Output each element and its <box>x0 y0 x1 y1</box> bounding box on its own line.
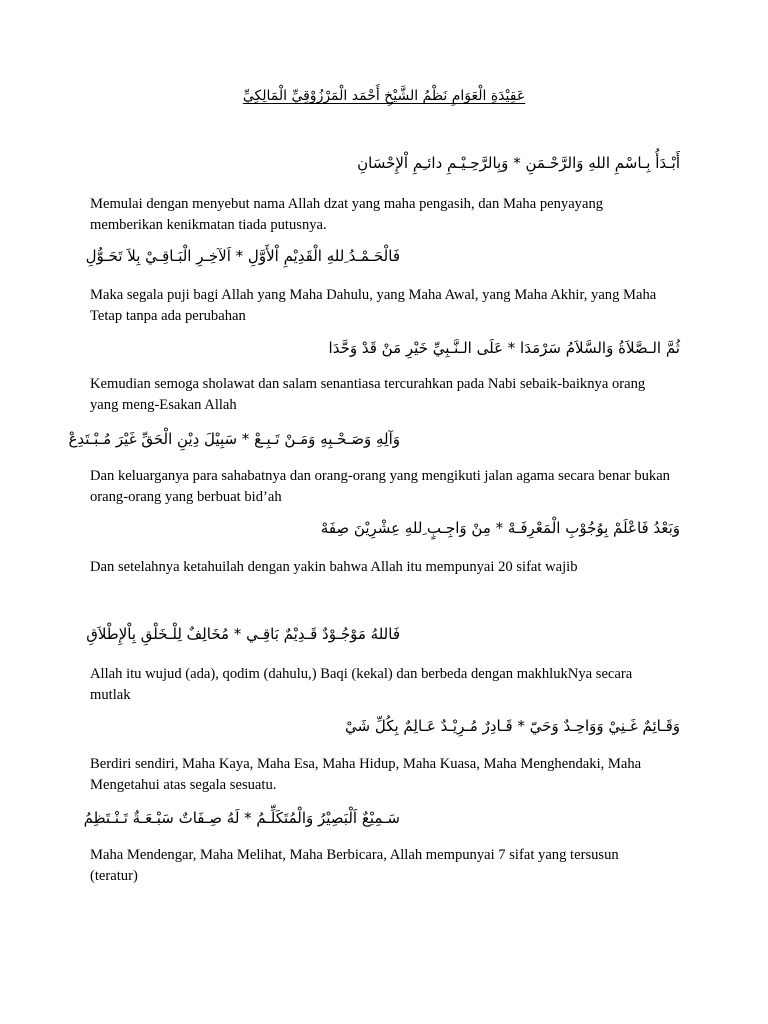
translation-7: Berdiri sendiri, Maha Kaya, Maha Esa, Maha Hidup, Maha Kuasa, Maha Menghendaki, Maha Mengetahui atas segala sesuatu. <box>90 756 642 793</box>
arabic-verse-4: وَآلِهِ وَصَـحْـبِهِ وَمَـنْ تَـبِـعْ * سَبِيْلَ دِيْنِ الْحَقِّ غَيْرَ مُـبْـتَدِعْ <box>68 430 400 448</box>
translation-2: Maka segala puji bagi Allah yang Maha Dahulu, yang Maha Awal, yang Maha Akhir, yang Maha Tetap tanpa ada perubahan <box>90 287 657 324</box>
arabic-verse-3: ثُمَّ الـصَّلاَةُ وَالسَّلاَمُ سَرْمَدَا * عَلَى الـنَّـبِيِّ خَيْرِ مَنْ قَدْ وَحَّدَا <box>328 339 680 357</box>
arabic-verse-8: سَـمِيْعٌ اَلْبَصِيْرُ وَالْمُتَكَلِّـمُ * لَهُ صِـفَاتٌ سَبْـعَـةٌ تَـنْـتَظِمُ <box>83 809 400 827</box>
arabic-verse-1: أَبْـدَأُ بِـاسْمِ اللهِ وَالرَّحْـمَنِ * وَبِالرَّحِـيْـمِ دائـِمِ اْلإِحْسَانِ <box>357 154 680 172</box>
translation-4: Dan keluarganya para sahabatnya dan orang-orang yang mengikuti jalan agama secara benar bukan orang-orang yang berbuat bid’ah <box>90 468 670 505</box>
document-title <box>0 83 768 109</box>
translation-3: Kemudian semoga sholawat dan salam senantiasa tercurahkan pada Nabi sebaik-baiknya orang yang meng-Esakan Allah <box>90 376 646 413</box>
translation-6: Allah itu wujud (ada), qodim (dahulu,) Baqi (kekal) dan berbeda dengan makhlukNya secara mutlak <box>90 666 633 703</box>
arabic-verse-5: وَبَعْدُ فَاعْلَمْ بِوُجُوْبِ الْمَعْرِفَـهْ * مِنْ وَاجِـبٍ ِللهِ عِشْرِيْنَ صِفَهْ <box>320 519 680 537</box>
document-title-text: عَقِيْدَةِ الْعَوَامِ نَظْمُ الشَّيْخِ أَحْمَد الْمَرْزُوْقِيِّ الْمَالِكِيِّ <box>242 88 526 104</box>
arabic-verse-6: فَاللهُ مَوْجُـوْدٌ قَـدِيْمٌ بَاقِـي * مُخَالِفٌ لِلْـخَلْقِ بِاْلإِطْلاَقِ <box>86 625 400 643</box>
arabic-verse-7: وَقَـائِمٌ غَـنِيْ وَوَاحِـدٌ وَحَيّ * قَـادِرٌ مُـرِيْـدٌ عَـالِمٌ بِكُلِّ شَيْ <box>345 717 680 735</box>
translation-5: Dan setelahnya ketahuilah dengan yakin bahwa Allah itu mempunyai 20 sifat wajib <box>90 559 578 575</box>
arabic-verse-2: فَالْحَـمْـدُ ِللهِ الْقَدِيْمِ اْلأَوَّلِ * اَلآخِـرِ الْبَـاقِـيْ بِلاَ تَحَـوُّلِ <box>85 247 400 265</box>
translation-8: Maha Mendengar, Maha Melihat, Maha Berbicara, Allah mempunyai 7 sifat yang tersusun (teratur) <box>90 847 619 884</box>
translation-1: Memulai dengan menyebut nama Allah dzat yang maha pengasih, dan Maha penyayang memberikan kenikmatan tiada putusnya. <box>90 196 604 233</box>
